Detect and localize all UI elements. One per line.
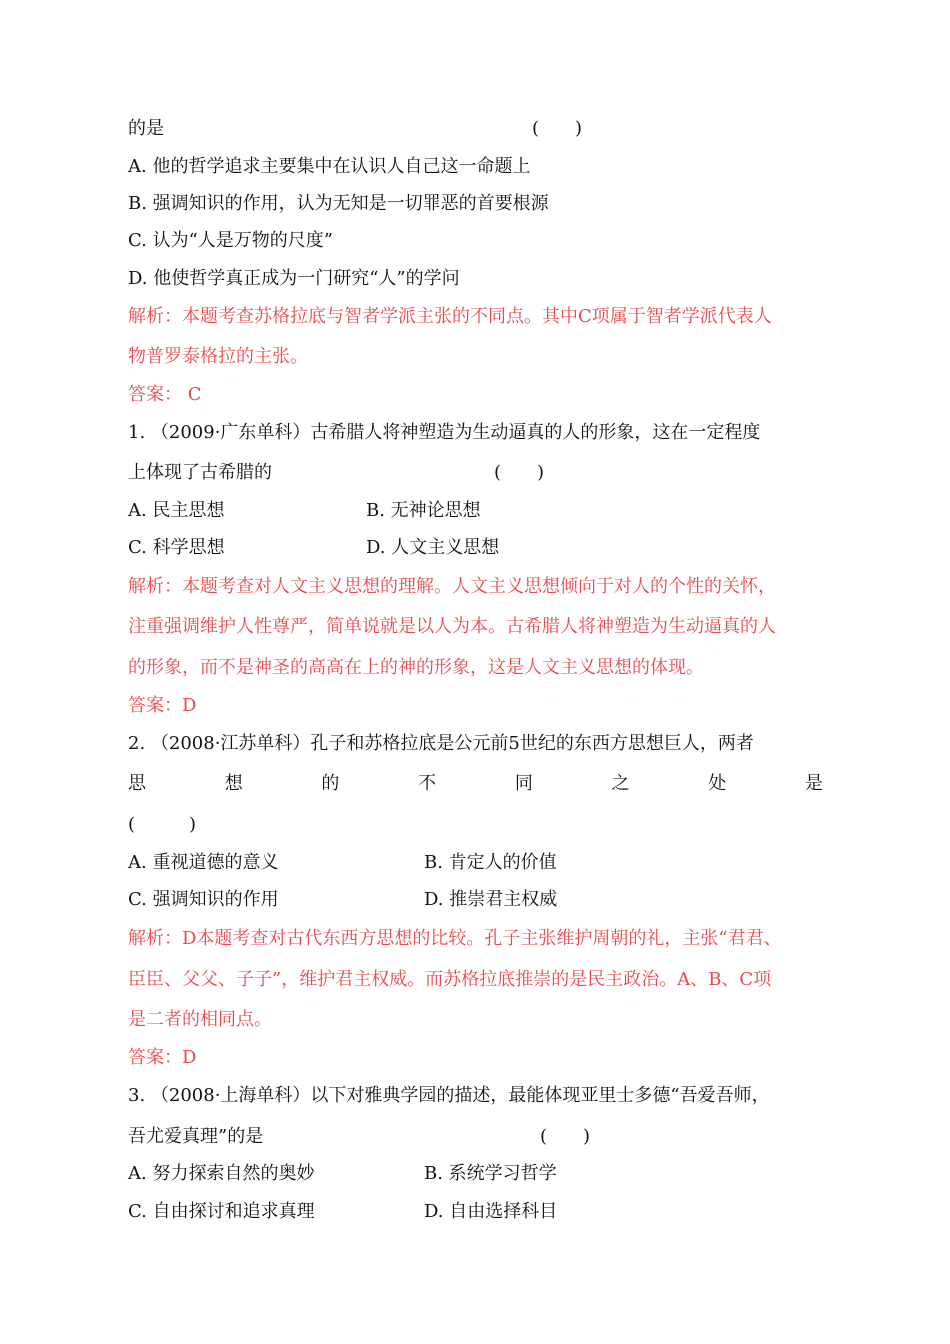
stem-text: 的是 <box>128 118 164 139</box>
option-a: A. 重视道德的意义 <box>128 852 279 873</box>
stem-text: 上体现了古希腊的 <box>128 462 272 483</box>
option-b: B. 强调知识的作用，认为无知是一切罪恶的首要根源 <box>128 193 549 214</box>
option-c: C. 强调知识的作用 <box>128 889 279 910</box>
analysis-line: 解析：D本题考查对古代东西方思想的比较。孔子主张维护周朝的礼，主张“君君、 <box>128 928 782 949</box>
analysis-line: 是二者的相同点。 <box>128 1009 272 1030</box>
analysis-line: 物普罗泰格拉的主张。 <box>128 346 308 367</box>
option-c: C. 认为“人是万物的尺度” <box>128 230 333 251</box>
stem-char: 的 <box>321 773 340 794</box>
option-b: B. 肯定人的价值 <box>424 852 557 873</box>
analysis-line: 解析：本题考查对人文主义思想的理解。人文主义思想倾向于对人的个性的关怀， <box>128 576 776 597</box>
analysis-line: 臣臣、父父、子子”，维护君主权威。而苏格拉底推崇的是民主政治。A、B、C项 <box>128 969 772 990</box>
answer-line: 答案：D <box>128 695 197 716</box>
option-c: C. 科学思想 <box>128 537 225 558</box>
answer-line: 答案： C <box>128 384 202 405</box>
option-d: D. 自由选择科目 <box>424 1201 558 1222</box>
option-a: A. 民主思想 <box>128 500 225 521</box>
stem-char: 同 <box>514 773 533 794</box>
option-row <box>128 499 823 523</box>
stem-char: 处 <box>708 773 727 794</box>
question-stem-tail <box>128 117 823 141</box>
option-c: C. 自由探讨和追求真理 <box>128 1201 315 1222</box>
option-a: A. 努力探索自然的奥妙 <box>128 1163 315 1184</box>
question-3-stem-line2 <box>128 1125 823 1149</box>
answer-line: 答案：D <box>128 1047 197 1068</box>
option-row <box>128 1200 823 1224</box>
answer-blank: ( ) <box>494 462 545 483</box>
stem-char: 是 <box>804 773 823 794</box>
option-row <box>128 1162 823 1186</box>
stem-char: 不 <box>418 773 437 794</box>
answer-blank: ( ) <box>540 1126 591 1147</box>
option-row <box>128 851 823 875</box>
question-2-stem-spaced <box>128 772 823 796</box>
option-d: D. 他使哲学真正成为一门研究“人”的学问 <box>128 268 460 289</box>
question-1-stem-line2 <box>128 461 823 485</box>
analysis-line: 的形象，而不是神圣的高高在上的神的形象，这是人文主义思想的体现。 <box>128 657 704 678</box>
stem-char: 之 <box>611 773 630 794</box>
stem-char: 想 <box>224 773 243 794</box>
question-2-stem: 2. （2008·江苏单科）孔子和苏格拉底是公元前5世纪的东西方思想巨人，两者 <box>128 733 754 754</box>
analysis-line: 注重强调维护人性尊严，简单说就是以人为本。古希腊人将神塑造为生动逼真的人 <box>128 616 776 637</box>
option-b: B. 系统学习哲学 <box>424 1163 557 1184</box>
option-b: B. 无神论思想 <box>366 500 481 521</box>
answer-blank: ( ) <box>532 118 583 139</box>
question-1-stem: 1. （2009·广东单科）古希腊人将神塑造为生动逼真的人的形象，这在一定程度 <box>128 422 761 443</box>
option-row <box>128 888 823 912</box>
option-d: D. 推崇君主权威 <box>424 889 558 910</box>
stem-char: 思 <box>128 773 146 794</box>
analysis-line: 解析：本题考查苏格拉底与智者学派主张的不同点。其中C项属于智者学派代表人 <box>128 306 772 327</box>
answer-blank: ( ) <box>128 814 197 835</box>
question-3-stem: 3. （2008·上海单科）以下对雅典学园的描述，最能体现亚里士多德“吾爱吾师， <box>128 1085 770 1106</box>
option-a: A. 他的哲学追求主要集中在认识人自己这一命题上 <box>128 156 531 177</box>
option-row <box>128 536 823 560</box>
option-d: D. 人文主义思想 <box>366 537 500 558</box>
stem-text: 吾尤爱真理”的是 <box>128 1126 264 1147</box>
